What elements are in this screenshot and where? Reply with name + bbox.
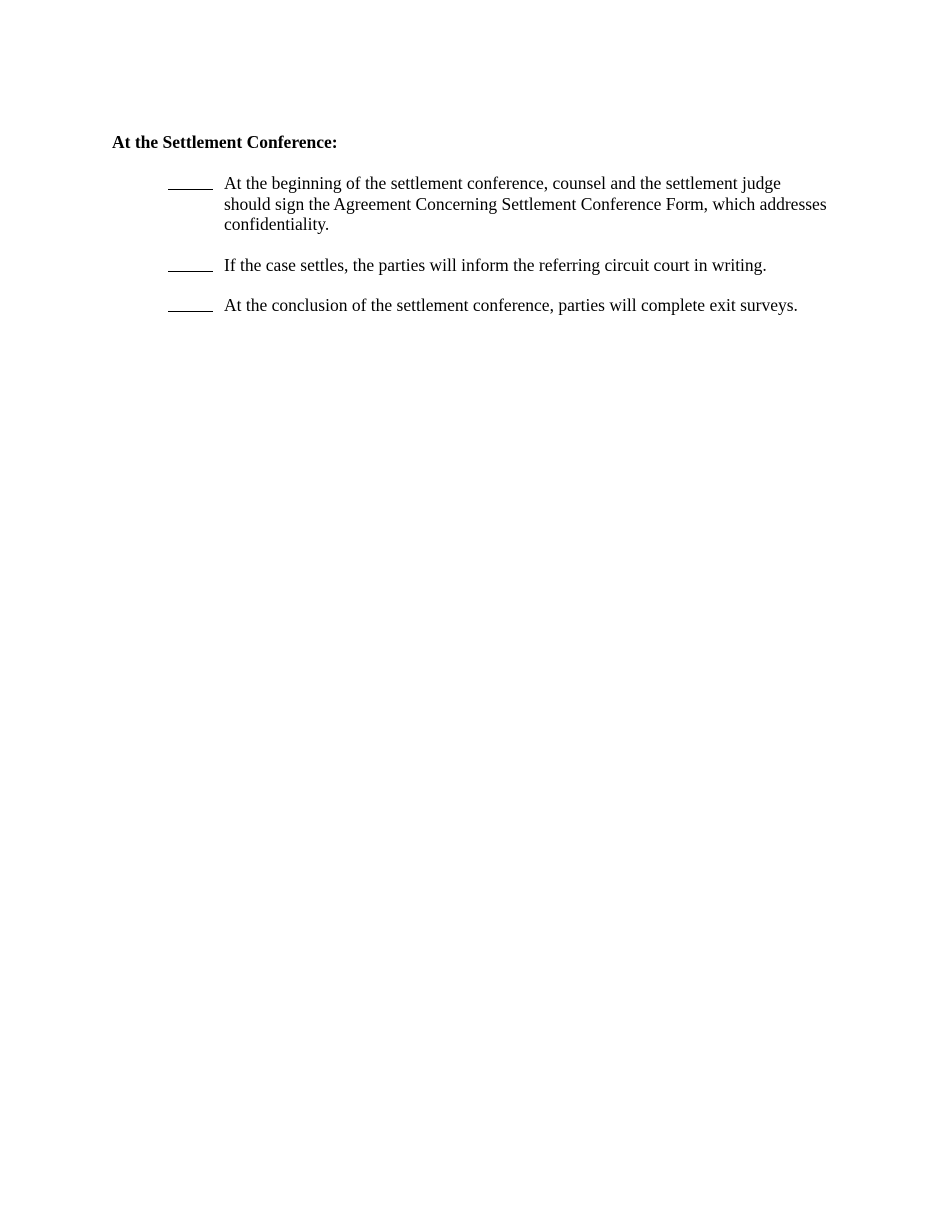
checkbox-blank-line[interactable] [168, 255, 213, 272]
section-heading: At the Settlement Conference: [112, 132, 338, 152]
checklist-item-text: If the case settles, the parties will inform the referring circuit court in writing. [224, 254, 767, 275]
checklist-item [168, 295, 828, 316]
checkbox-blank-line[interactable] [168, 295, 213, 312]
checklist-item-text: At the conclusion of the settlement conference, parties will complete exit surveys. [224, 295, 798, 315]
checklist-item [168, 173, 828, 235]
checklist-item [168, 255, 828, 276]
checkbox-blank-line[interactable] [168, 173, 213, 190]
checklist-item-text: At the beginning of the settlement conference, counsel and the settlement judge should sign the Agreement Concerning Settlement Conference Form, which addresses confidentiality. [224, 173, 827, 234]
checklist [168, 173, 828, 336]
